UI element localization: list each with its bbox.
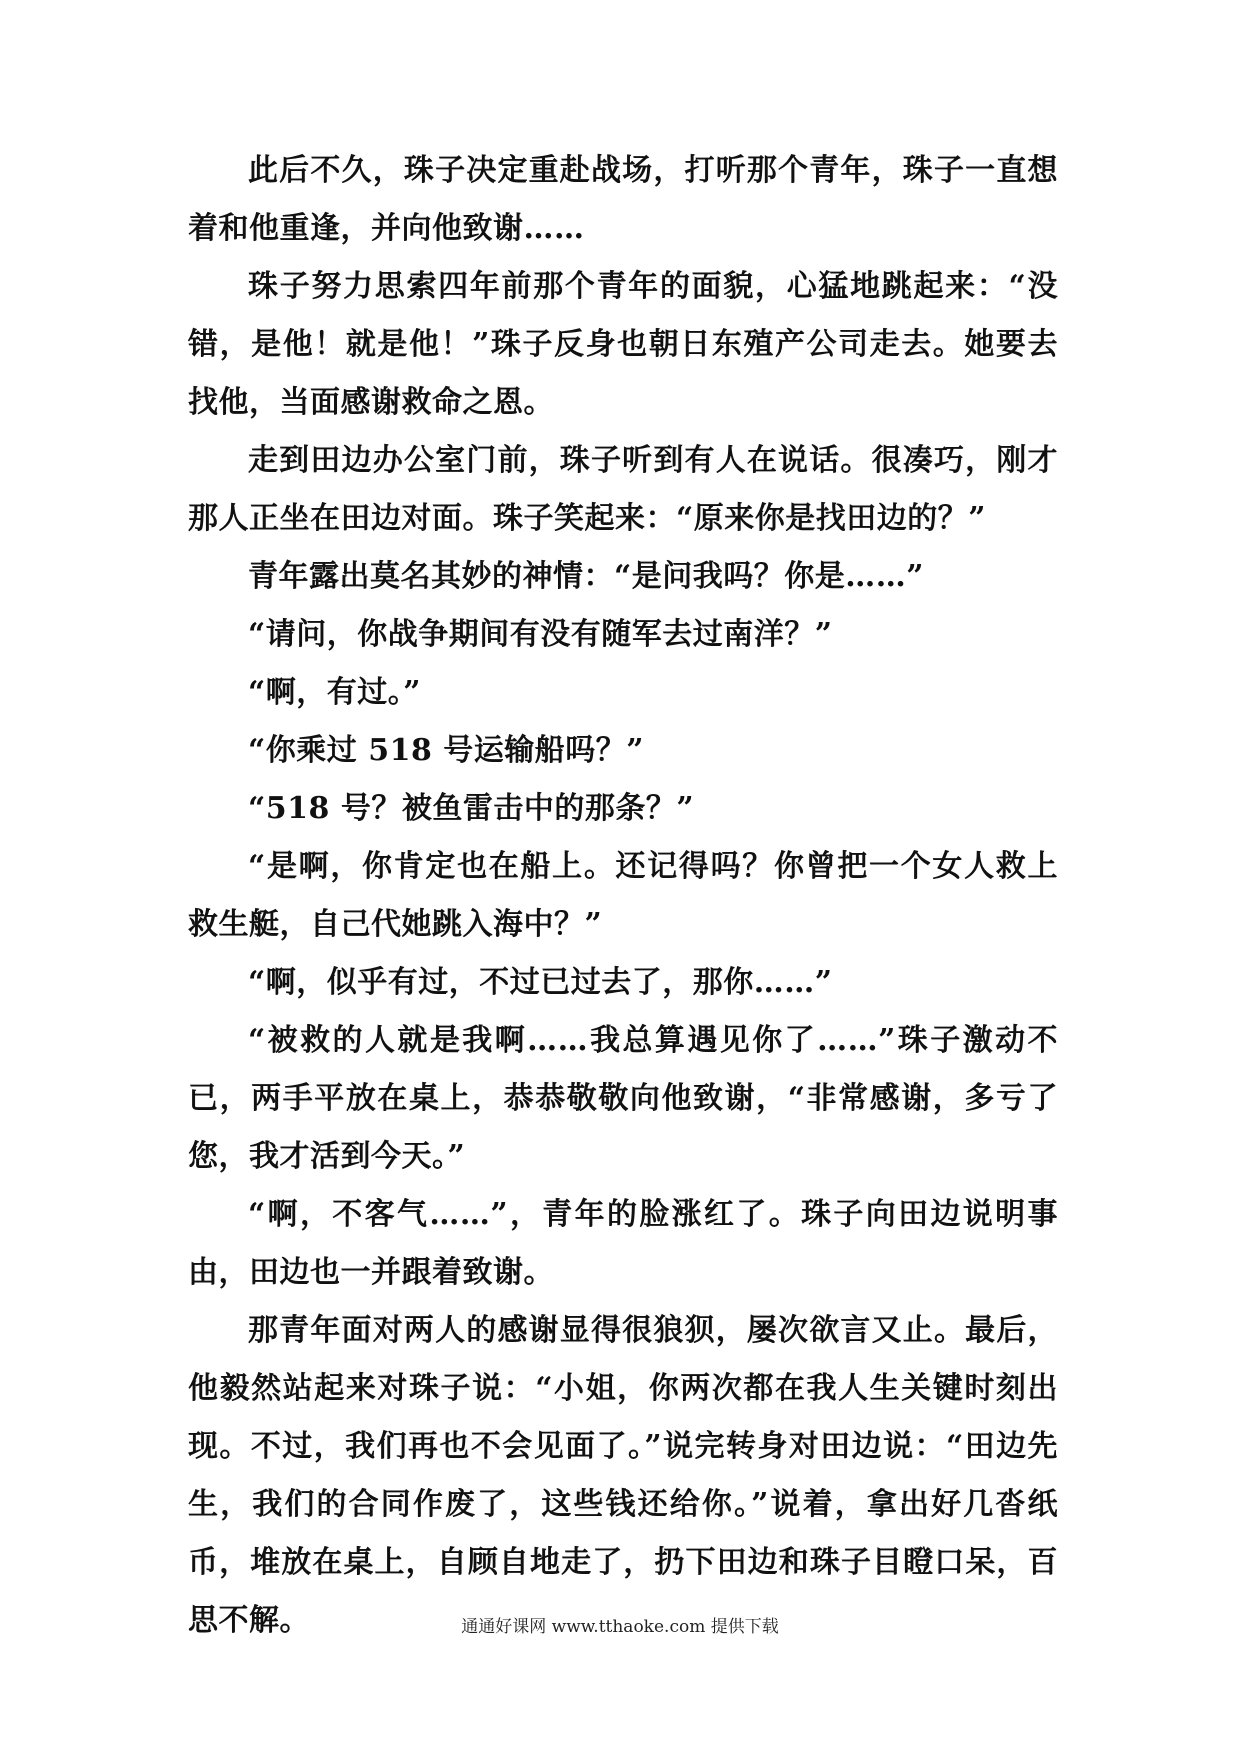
paragraph-3: 走到田边办公室门前，珠子听到有人在说话。很凑巧，刚才那人正坐在田边对面。珠子笑起来：“原来你是找田边的？” bbox=[188, 443, 1058, 536]
article-body bbox=[188, 142, 1058, 1650]
paragraph-4: 青年露出莫名其妙的神情：“是问我吗？你是……” bbox=[248, 559, 925, 594]
paragraph-11: “被救的人就是我啊……我总算遇见你了……”珠子激动不已，两手平放在桌上，恭恭敬敬向他致谢，“非常感谢，多亏了您，我才活到今天。” bbox=[188, 1023, 1058, 1174]
page-footer: 通通好课网 www.tthaoke.com 提供下载 bbox=[461, 1617, 779, 1637]
paragraph-10: “啊，似乎有过，不过已过去了，那你……” bbox=[248, 965, 833, 1000]
paragraph-13: 那青年面对两人的感谢显得很狼狈，屡次欲言又止。最后，他毅然站起来对珠子说：“小姐，你两次都在我人生关键时刻出现。不过，我们再也不会见面了。”说完转身对田边说：“田边先生，我们的合同作废了，这些钱还给你。”说着，拿出好几沓纸币，堆放在桌上，自顾自地走了，扔下田边和珠子目瞪口呆，百思不解。 bbox=[188, 1313, 1058, 1638]
paragraph-9: “是啊，你肯定也在船上。还记得吗？你曾把一个女人救上救生艇，自己代她跳入海中？” bbox=[188, 849, 1058, 942]
paragraph-2: 珠子努力思索四年前那个青年的面貌，心猛地跳起来：“没错，是他！就是他！”珠子反身也朝日东殖产公司走去。她要去找他，当面感谢救命之恩。 bbox=[188, 269, 1058, 420]
paragraph-6: “啊，有过。” bbox=[248, 675, 422, 710]
paragraph-7: “你乘过 518 号运输船吗？” bbox=[248, 733, 645, 768]
paragraph-1: 此后不久，珠子决定重赴战场，打听那个青年，珠子一直想着和他重逢，并向他致谢…… bbox=[188, 153, 1058, 246]
paragraph-12: “啊，不客气……”，青年的脸涨红了。珠子向田边说明事由，田边也一并跟着致谢。 bbox=[188, 1197, 1058, 1290]
paragraph-8: “518 号？被鱼雷击中的那条？” bbox=[248, 791, 695, 826]
paragraph-5: “请问，你战争期间有没有随军去过南洋？” bbox=[248, 617, 833, 652]
